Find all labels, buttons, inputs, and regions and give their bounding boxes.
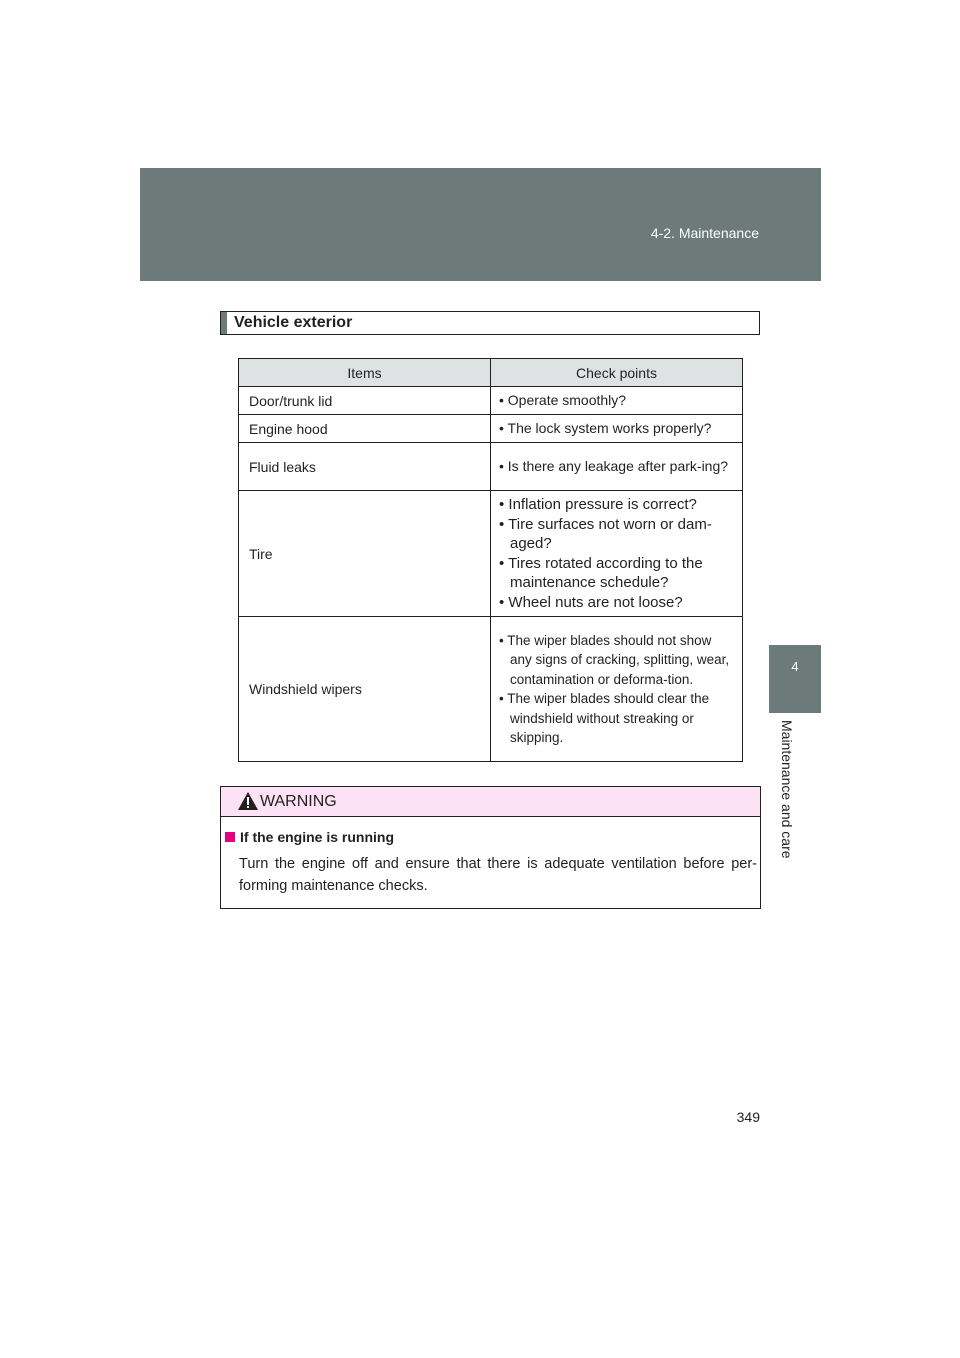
row-check bbox=[491, 443, 743, 491]
check-point: • The wiper blades should clear the windshield without streaking or skipping. bbox=[499, 691, 710, 745]
row-check bbox=[491, 415, 743, 443]
chapter-number: 4 bbox=[791, 659, 799, 674]
check-point: • Operate smoothly? bbox=[499, 391, 627, 408]
table-row bbox=[239, 415, 743, 443]
square-bullet-icon bbox=[225, 832, 235, 842]
row-item: Fluid leaks bbox=[239, 443, 491, 491]
section-header: 4-2. Maintenance bbox=[650, 225, 759, 241]
check-table bbox=[238, 358, 743, 762]
chapter-label: Maintenance and care bbox=[779, 720, 795, 859]
row-item: Engine hood bbox=[239, 415, 491, 443]
check-point: • Tires rotated according to the maintenance schedule? bbox=[499, 554, 703, 591]
warning-box bbox=[220, 786, 761, 909]
page-number: 349 bbox=[736, 1109, 760, 1125]
check-point: • The lock system works properly? bbox=[499, 419, 712, 436]
warning-title: If the engine is running bbox=[240, 829, 394, 845]
row-check bbox=[491, 617, 743, 762]
table-row bbox=[239, 387, 743, 415]
chapter-tab bbox=[769, 645, 821, 713]
warning-body: Turn the engine off and ensure that there is adequate ventilation before per-forming maintenance checks. bbox=[239, 856, 757, 894]
header-check-points: Check points bbox=[491, 359, 743, 387]
check-point: • The wiper blades should not show any signs of cracking, splitting, wear, contamination or deforma-tion. bbox=[499, 632, 730, 687]
warning-triangle-icon bbox=[237, 791, 259, 811]
warning-label: WARNING bbox=[260, 793, 337, 810]
row-item: Tire bbox=[239, 491, 491, 617]
row-check bbox=[491, 387, 743, 415]
header-items: Items bbox=[239, 359, 491, 387]
table-row bbox=[239, 491, 743, 617]
table-row bbox=[239, 443, 743, 491]
check-point: • Inflation pressure is correct? bbox=[499, 496, 697, 513]
heading-bar bbox=[221, 312, 227, 334]
row-check bbox=[491, 491, 743, 617]
check-point: • Is there any leakage after park-ing? bbox=[499, 457, 729, 474]
row-item: Door/trunk lid bbox=[239, 387, 491, 415]
table-row bbox=[239, 617, 743, 762]
check-point: • Wheel nuts are not loose? bbox=[499, 593, 683, 611]
check-point: • Tire surfaces not worn or dam-aged? bbox=[499, 515, 712, 552]
warning-header bbox=[221, 787, 760, 817]
section-title: Vehicle exterior bbox=[234, 314, 353, 331]
table-header-row bbox=[239, 359, 743, 387]
row-item: Windshield wipers bbox=[239, 617, 491, 762]
section-heading bbox=[220, 311, 760, 335]
warning-title-row bbox=[225, 829, 394, 845]
header-band bbox=[140, 168, 821, 281]
